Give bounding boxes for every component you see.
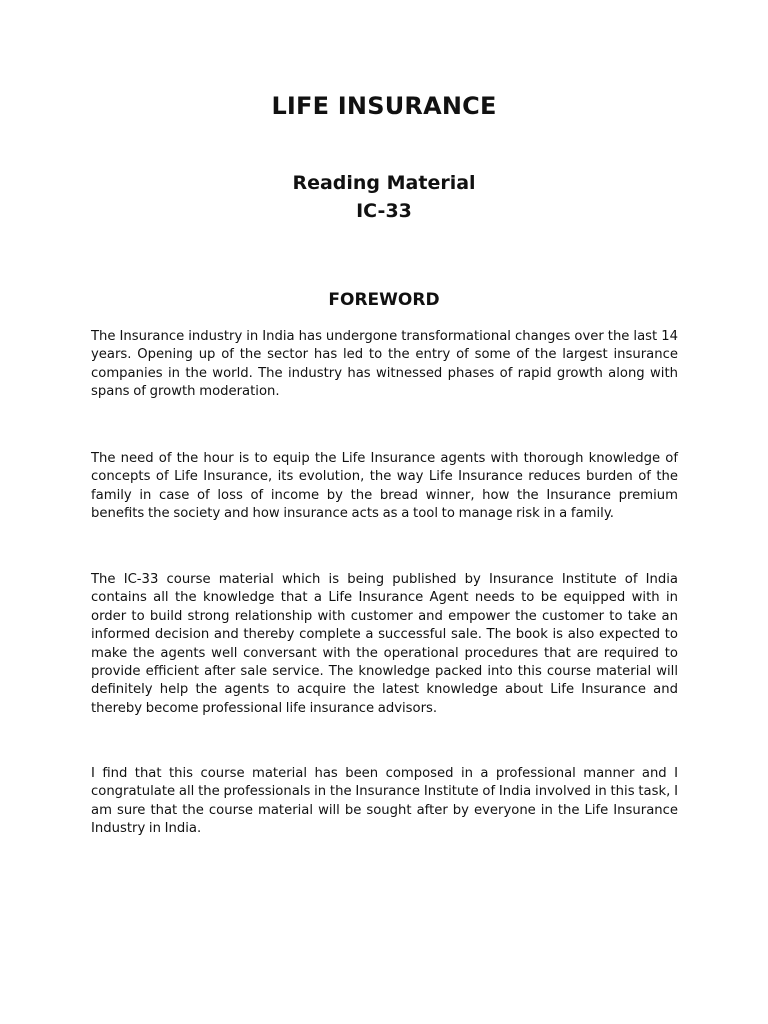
document-title: LIFE INSURANCE bbox=[271, 92, 497, 120]
section-heading-foreword: FOREWORD bbox=[328, 290, 440, 310]
document-subtitle: Reading Material bbox=[292, 172, 476, 194]
foreword-paragraph-3: The IC-33 course material which is being published by Insurance Institute of India contains all the knowledge that a Life Insurance Agent needs to be equipped with in order to build strong relationship with customer and empower the customer to take an informed decision and thereby complete a successful sale. The book is also expected to make the agents well conversant with the operational procedures that are required to provide efficient after sale service. The knowledge packed into this course material will definitely help the agents to acquire the latest knowledge about Life Insurance and thereby become professional life insurance advisors. bbox=[91, 572, 678, 716]
foreword-paragraph-2: The need of the hour is to equip the Life Insurance agents with thorough knowledge of concepts of Life Insurance, its evolution, the way Life Insurance reduces burden of the family in case of loss of income by the bread winner, how the Insurance premium benefits the society and how insurance acts as a tool to manage risk in a family. bbox=[91, 451, 678, 522]
foreword-paragraph-4: I find that this course material has been composed in a professional manner and I congratulate all the professionals in the Insurance Institute of India involved in this task, I am sure that the course material will be sought after by everyone in the Life Insurance Industry in India. bbox=[91, 766, 678, 837]
course-code: IC-33 bbox=[356, 200, 412, 222]
foreword-paragraph-1: The Insurance industry in India has undergone transformational changes over the last 14 years. Opening up of the sector has led to the entry of some of the largest insurance companies in the world. The industry has witnessed phases of rapid growth along with spans of growth moderation. bbox=[91, 329, 678, 400]
